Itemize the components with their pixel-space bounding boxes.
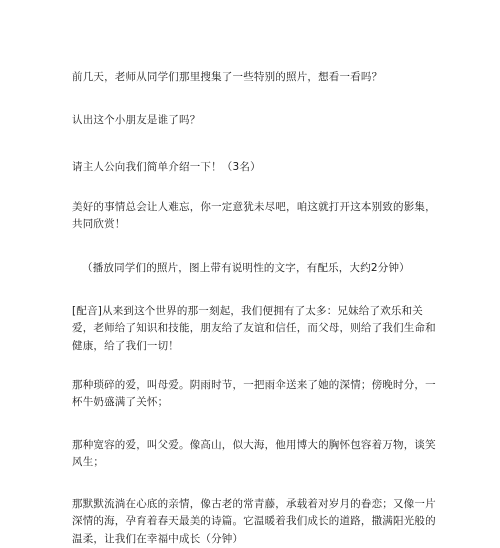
paragraph-self-introduction: 请主人公向我们简单介绍一下！（3名） (72, 159, 440, 177)
paragraph-intro-question: 前几天，老师从同学们那里搜集了一些特别的照片，想看一看吗？ (72, 69, 440, 87)
paragraph-photo-playback-note: （播放同学们的照片，图上带有说明性的文字，有配乐，大约2分钟） (82, 260, 440, 278)
paragraph-family-affection: 那默默流淌在心底的亲情，像古老的常青藤，承载着对岁月的眷恋；又像一片深情的海，孕育着春天最美的诗篇。它温暖着我们成长的道路，撒满阳光般的温柔，让我们在幸福中成长（分钟） (72, 496, 440, 548)
paragraph-album-invitation: 美好的事情总会让人难忘，你一定意犹未尽吧，咱这就打开这本别致的影集，共同欣赏！ (72, 199, 440, 234)
paragraph-voiceover: [配音]从来到这个世界的那一刻起，我们便拥有了太多：兄妹给了欢乐和关爱，老师给了知识和技能，朋友给了友谊和信任，而父母，则给了我们生命和健康，给了我们一切！ (72, 303, 440, 356)
paragraph-recognize-question: 认出这个小朋友是谁了吗？ (72, 112, 440, 130)
paragraph-mother-love: 那种琐碎的爱，叫母爱。阴雨时节，一把雨伞送来了她的深情；傍晚时分，一杯牛奶盛满了关怀； (72, 377, 440, 412)
paragraph-father-love: 那种宽容的爱，叫父爱。像高山，似大海，他用博大的胸怀包容着万物，谈笑风生； (72, 437, 440, 472)
